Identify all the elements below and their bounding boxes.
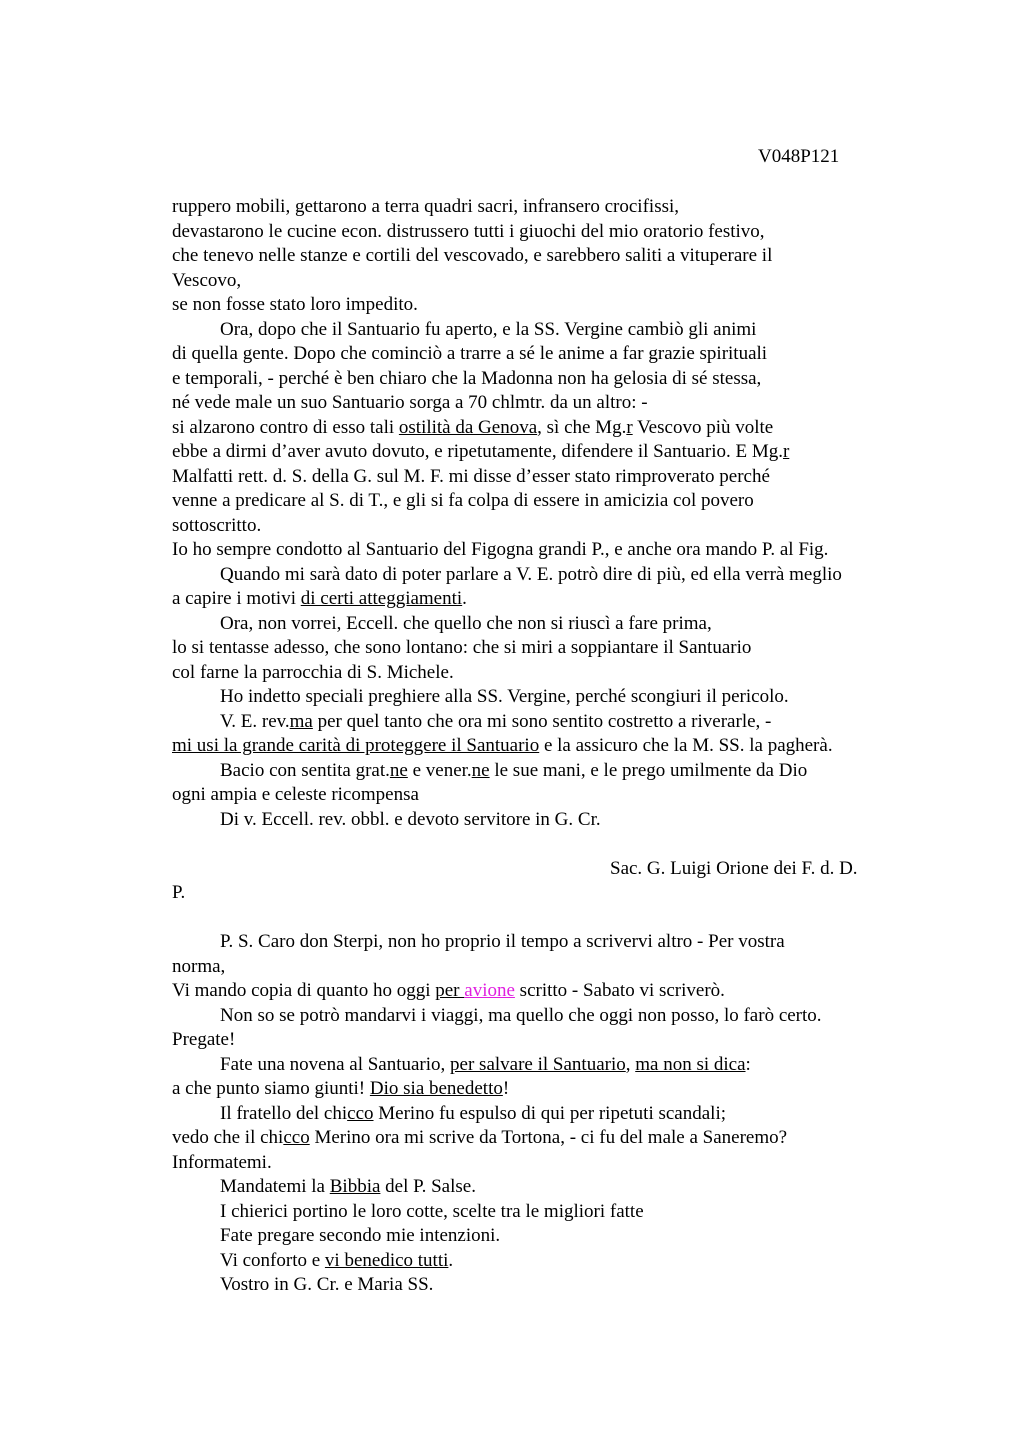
text-segment: ! bbox=[502, 1078, 510, 1099]
paragraph-start bbox=[172, 1053, 912, 1078]
closing-line bbox=[172, 808, 912, 833]
text-segment: Quando mi sarà dato di poter parlare a V. E. potrò dire di più, ed ella verrà meglio bbox=[220, 563, 842, 585]
underlined-text: ostilità da Genova bbox=[398, 416, 538, 438]
text-line bbox=[172, 465, 912, 490]
text-segment: Merino fu espulso di qui per ripetuti scandali; bbox=[373, 1102, 726, 1124]
text-segment: del P. Salse. bbox=[380, 1176, 476, 1197]
underlined-text: ma bbox=[289, 710, 313, 732]
text-segment: norma, bbox=[172, 955, 226, 977]
text-line bbox=[172, 636, 912, 661]
text-segment: Sac. G. Luigi Orione dei F. d. D. bbox=[610, 857, 858, 879]
text-segment: ruppero mobili, gettarono a terra quadri sacri, infransero crocifissi, bbox=[172, 196, 680, 217]
paragraph-start bbox=[172, 1224, 912, 1249]
text-segment: Non so se potrò mandarvi i viaggi, ma quello che oggi non posso, lo farò certo. bbox=[220, 1004, 822, 1026]
text-segment: e temporali, - perché è ben chiaro che la Madonna non ha gelosia di sé stessa, bbox=[172, 367, 762, 389]
text-line bbox=[172, 269, 912, 294]
paragraph-start bbox=[172, 759, 912, 784]
text-segment: lo si tentasse adesso, che sono lontano: che si miri a soppiantare il Santuario bbox=[172, 637, 752, 658]
text-line bbox=[172, 1126, 912, 1151]
text-line bbox=[172, 391, 912, 416]
text-segment: e vener. bbox=[407, 759, 472, 781]
text-segment: per quel tanto che ora mi sono sentito costretto a riverarle, - bbox=[312, 710, 772, 732]
text-line bbox=[172, 514, 912, 539]
text-segment: Malfatti rett. d. S. della G. sul M. F. mi disse d’esser stato rimproverato perché bbox=[172, 465, 770, 487]
text-segment: Merino ora mi scrive da Tortona, - ci fu del male a Saneremo? bbox=[309, 1127, 788, 1148]
text-segment: vedo che il chi bbox=[172, 1127, 284, 1148]
text-segment: Mandatemi la bbox=[220, 1176, 330, 1197]
underlined-text: ma non si dica bbox=[635, 1053, 746, 1075]
text-line bbox=[172, 661, 912, 686]
paragraph-start bbox=[172, 1004, 912, 1029]
text-line bbox=[172, 293, 912, 318]
text-segment: Ora, non vorrei, Eccell. che quello che non si riuscì a fare prima, bbox=[220, 612, 712, 634]
postscript-start bbox=[172, 930, 912, 955]
underlined-text: per salvare il Santuario bbox=[450, 1053, 626, 1075]
signature bbox=[172, 857, 912, 882]
text-segment: Il fratello del chi bbox=[220, 1102, 348, 1124]
page-code: V048P121 bbox=[758, 146, 840, 167]
text-segment: , bbox=[625, 1053, 636, 1075]
paragraph-start bbox=[172, 710, 912, 735]
text-segment: le sue mani, e le prego umilmente da Dio bbox=[489, 759, 808, 781]
paragraph-start bbox=[172, 318, 912, 343]
text-segment: se non fosse stato loro impedito. bbox=[172, 294, 418, 315]
text-line bbox=[172, 955, 912, 980]
text-segment: Ho indetto speciali preghiere alla SS. Vergine, perché scongiuri il pericolo. bbox=[220, 686, 789, 707]
text-segment: venne a predicare al S. di T., e gli si fa colpa di essere in amicizia col povero bbox=[172, 490, 754, 511]
highlighted-text: avione bbox=[464, 980, 515, 1001]
text-segment: a capire i motivi bbox=[172, 588, 301, 609]
text-segment: devastarono le cucine econ. distrussero tutti i giuochi del mio oratorio festivo, bbox=[172, 220, 765, 242]
text-segment: che tenevo nelle stanze e cortili del vescovado, e sarebbero saliti a vituperare il bbox=[172, 245, 773, 266]
underlined-text: di certi atteggiamenti bbox=[300, 588, 463, 609]
text-segment: Vescovo più volte bbox=[632, 416, 774, 438]
underlined-text: Bibbia bbox=[329, 1176, 381, 1197]
text-segment: col farne la parrocchia di S. Michele. bbox=[172, 661, 454, 683]
text-segment: di quella gente. Dopo che cominciò a trarre a sé le anime a far grazie spirituali bbox=[172, 343, 768, 364]
underlined-text: mi usi la grande carità di proteggere il Santuario bbox=[172, 735, 540, 756]
underlined-text: r bbox=[626, 416, 633, 438]
text-segment: Informatemi. bbox=[172, 1151, 272, 1173]
text-line bbox=[172, 195, 912, 220]
text-line bbox=[172, 416, 912, 441]
text-segment: Vi conforto e bbox=[220, 1249, 325, 1271]
underlined-text: ne bbox=[389, 759, 408, 781]
paragraph-start bbox=[172, 1102, 912, 1127]
text-line bbox=[172, 1028, 912, 1053]
text-segment: Pregate! bbox=[172, 1029, 236, 1050]
text-line bbox=[172, 342, 912, 367]
text-segment: Io ho sempre condotto al Santuario del Figogna grandi P., e anche ora mando P. al Fig. bbox=[172, 539, 829, 560]
text-segment: I chierici portino le loro cotte, scelte tra le migliori fatte bbox=[220, 1200, 644, 1222]
paragraph-start bbox=[172, 612, 912, 637]
paragraph-start bbox=[172, 1175, 912, 1200]
text-segment: Vi mando copia di quanto ho oggi bbox=[172, 980, 436, 1001]
text-segment: a che punto siamo giunti! bbox=[172, 1078, 370, 1099]
paragraph-start bbox=[172, 563, 912, 588]
text-segment: né vede male un suo Santuario sorga a 70 chlmtr. da un altro: - bbox=[172, 392, 648, 413]
text-segment: . bbox=[448, 1249, 454, 1271]
text-segment: . bbox=[462, 588, 467, 609]
text-line bbox=[172, 244, 912, 269]
text-segment: Vostro in G. Cr. e Maria SS. bbox=[220, 1274, 434, 1295]
paragraph-start bbox=[172, 685, 912, 710]
text-segment: si alzarono contro di esso tali bbox=[172, 416, 399, 438]
underlined-text: cco bbox=[347, 1102, 374, 1124]
text-line bbox=[172, 734, 912, 759]
text-line bbox=[172, 489, 912, 514]
text-segment: Fate una novena al Santuario, bbox=[220, 1053, 451, 1075]
text-segment: Vescovo, bbox=[172, 269, 242, 291]
paragraph-start bbox=[172, 1200, 912, 1225]
text-line bbox=[172, 440, 912, 465]
text-line bbox=[172, 1151, 912, 1176]
letter-body bbox=[172, 195, 912, 1298]
text-segment: Bacio con sentita grat. bbox=[220, 759, 390, 781]
underlined-text: Dio sia benedetto bbox=[369, 1078, 503, 1099]
text-line bbox=[172, 367, 912, 392]
text-segment: , sì che Mg. bbox=[537, 416, 627, 438]
underlined-text: r bbox=[782, 441, 790, 462]
signature-continuation bbox=[172, 881, 912, 906]
text-segment: sottoscritto. bbox=[172, 514, 262, 536]
text-segment: e la assicuro che la M. SS. la pagherà. bbox=[539, 735, 833, 756]
underlined-text: per bbox=[435, 980, 465, 1001]
text-segment: : bbox=[745, 1053, 751, 1075]
text-line bbox=[172, 587, 912, 612]
text-segment: V. E. rev. bbox=[220, 710, 290, 732]
text-segment: Fate pregare secondo mie intenzioni. bbox=[220, 1225, 501, 1246]
text-segment: Di v. Eccell. rev. obbl. e devoto servitore in G. Cr. bbox=[220, 808, 601, 830]
text-segment: P. S. Caro don Sterpi, non ho proprio il tempo a scrivervi altro - Per vostra bbox=[220, 931, 785, 952]
text-line bbox=[172, 783, 912, 808]
underlined-text: cco bbox=[283, 1127, 310, 1148]
text-segment: ogni ampia e celeste ricompensa bbox=[172, 784, 419, 805]
text-segment: P. bbox=[172, 882, 186, 903]
blank-line bbox=[172, 906, 912, 931]
underlined-text: vi benedico tutti bbox=[324, 1249, 449, 1271]
text-line bbox=[172, 538, 912, 563]
text-line bbox=[172, 220, 912, 245]
text-segment: scritto - Sabato vi scriverò. bbox=[514, 980, 725, 1001]
text-line bbox=[172, 1077, 912, 1102]
blank-line bbox=[172, 832, 912, 857]
text-segment: ebbe a dirmi d’aver avuto dovuto, e ripetutamente, difendere il Santuario. E Mg. bbox=[172, 441, 783, 462]
closing-line bbox=[172, 1273, 912, 1298]
paragraph-start bbox=[172, 1249, 912, 1274]
text-line bbox=[172, 979, 912, 1004]
underlined-text: ne bbox=[471, 759, 490, 781]
text-segment: Ora, dopo che il Santuario fu aperto, e la SS. Vergine cambiò gli animi bbox=[220, 318, 757, 340]
